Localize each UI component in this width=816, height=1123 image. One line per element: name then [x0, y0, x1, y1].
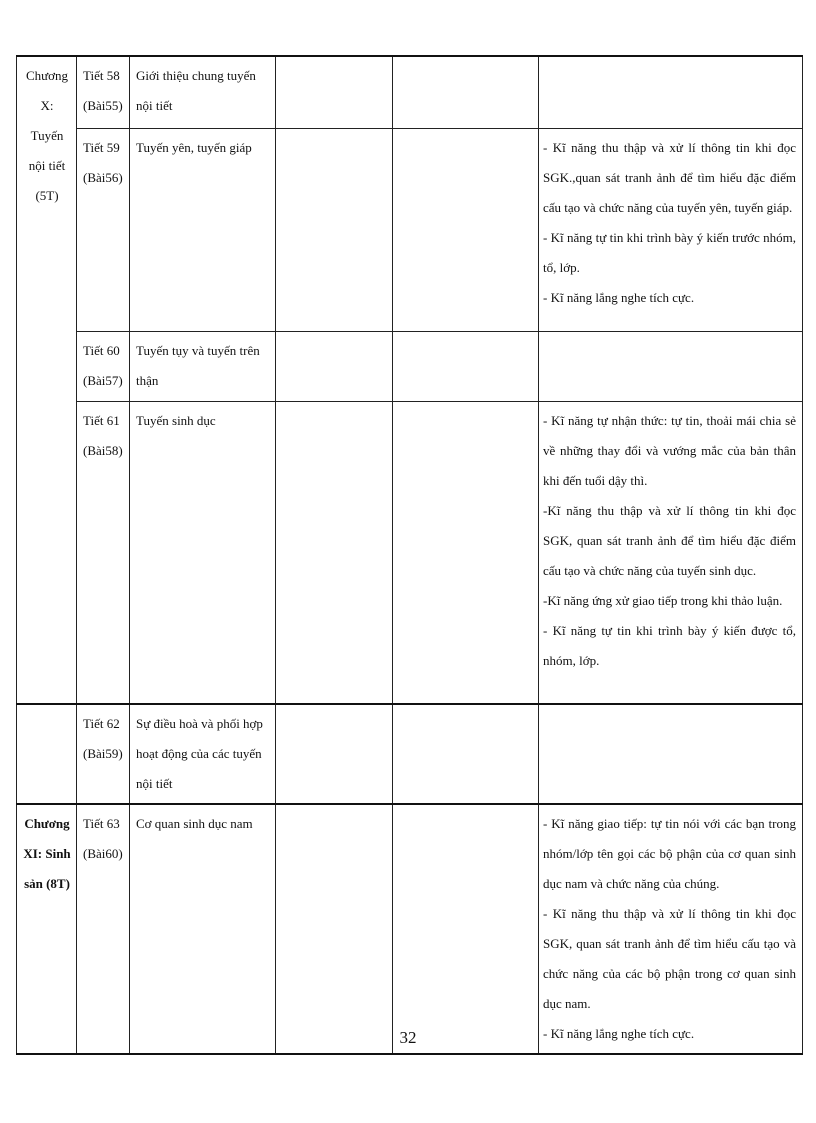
skill-item: - Kĩ năng thu thập và xử lí thông tin khi đọc SGK.,quan sát tranh ảnh để tìm hiểu đặc điểm cấu tạo và chức năng của tuyến yên, tuyến giáp. [543, 139, 796, 215]
lesson-cell [77, 331, 130, 401]
skills-cell [539, 128, 803, 331]
skill-item: - Kĩ năng thu thập và xử lí thông tin khi đọc SGK, quan sát tranh ảnh để tìm hiểu cấu tạo và chức năng của các bộ phận trong cơ quan sinh dục nam. [543, 906, 796, 1011]
empty-cell [393, 804, 539, 1054]
topic-cell [130, 401, 276, 704]
empty-cell [276, 704, 393, 804]
empty-cell [276, 128, 393, 331]
empty-cell [393, 704, 539, 804]
topic-label: Tuyến yên, tuyến giáp [136, 139, 252, 155]
table-row [17, 704, 803, 804]
empty-cell [276, 401, 393, 704]
skills-cell [539, 804, 803, 1054]
table-row [17, 804, 803, 1054]
lesson-plan-table [16, 55, 803, 1055]
lesson-label: Tiết 59 (Bài56) [83, 139, 123, 185]
skill-item: - Kĩ năng lắng nghe tích cực. [543, 1026, 695, 1041]
lesson-cell [77, 804, 130, 1054]
lesson-label: Tiết 60 (Bài57) [83, 342, 123, 388]
topic-cell [130, 128, 276, 331]
skill-item: - Kĩ năng tự tin khi trình bày ý kiến được tổ, nhóm, lớp. [543, 622, 796, 668]
lesson-label: Tiết 58 (Bài55) [83, 68, 123, 113]
skill-item: - Kĩ năng lắng nghe tích cực. [543, 289, 695, 305]
chapter-label: Chương XI: Sinh sản (8T) [23, 816, 71, 891]
chapter-label: Chương X: Tuyến nội tiết (5T) [25, 68, 69, 203]
topic-label: Sự điều hoà và phối hợp hoạt động của các tuyến nội tiết [136, 716, 263, 791]
skills-cell [539, 401, 803, 704]
empty-cell [276, 331, 393, 401]
empty-cell [393, 331, 539, 401]
topic-label: Cơ quan sinh dục nam [136, 816, 253, 831]
topic-cell [130, 56, 276, 128]
lesson-plan-table-container [16, 55, 802, 1055]
skills-cell [539, 331, 803, 401]
lesson-cell [77, 128, 130, 331]
table-row [17, 331, 803, 401]
empty-cell [393, 56, 539, 128]
topic-cell [130, 331, 276, 401]
skill-item: - Kĩ năng tự tin khi trình bày ý kiến trước nhóm, tổ, lớp. [543, 229, 796, 275]
topic-label: Tuyến sinh dục [136, 412, 216, 428]
skills-cell [539, 56, 803, 128]
page-number: 32 [399, 1028, 417, 1047]
chapter-cell [17, 704, 77, 804]
lesson-label: Tiết 63 (Bài60) [83, 816, 123, 861]
chapter-cell [17, 56, 77, 704]
topic-cell [130, 704, 276, 804]
lesson-label: Tiết 61 (Bài58) [83, 412, 123, 458]
skill-item: - Kĩ năng giao tiếp: tự tin nói với các bạn trong nhóm/lớp tên gọi các bộ phận của cơ quan sinh dục nam và chức năng của chúng. [543, 816, 796, 891]
skill-item: -Kĩ năng ứng xử giao tiếp trong khi thảo luận. [543, 592, 783, 608]
topic-label: Tuyến tụy và tuyến trên thận [136, 342, 260, 388]
table-row [17, 401, 803, 704]
topic-label: Giới thiệu chung tuyến nội tiết [136, 68, 256, 113]
empty-cell [276, 804, 393, 1054]
empty-cell [276, 56, 393, 128]
lesson-cell [77, 401, 130, 704]
lesson-cell [77, 56, 130, 128]
lesson-cell [77, 704, 130, 804]
skill-item: - Kĩ năng tự nhận thức: tự tin, thoải mái chia sẻ về những thay đổi và vướng mắc của bản thân khi đến tuổi dậy thì. [543, 412, 796, 488]
skills-cell [539, 704, 803, 804]
table-row [17, 56, 803, 128]
skill-item: -Kĩ năng thu thập và xử lí thông tin khi đọc SGK, quan sát tranh ảnh để tìm hiểu đặc điểm cấu tạo và chức năng của tuyến sinh dục. [543, 502, 796, 578]
chapter-cell [17, 804, 77, 1054]
empty-cell [393, 401, 539, 704]
lesson-label: Tiết 62 (Bài59) [83, 716, 123, 761]
table-row [17, 128, 803, 331]
empty-cell [393, 128, 539, 331]
topic-cell [130, 804, 276, 1054]
